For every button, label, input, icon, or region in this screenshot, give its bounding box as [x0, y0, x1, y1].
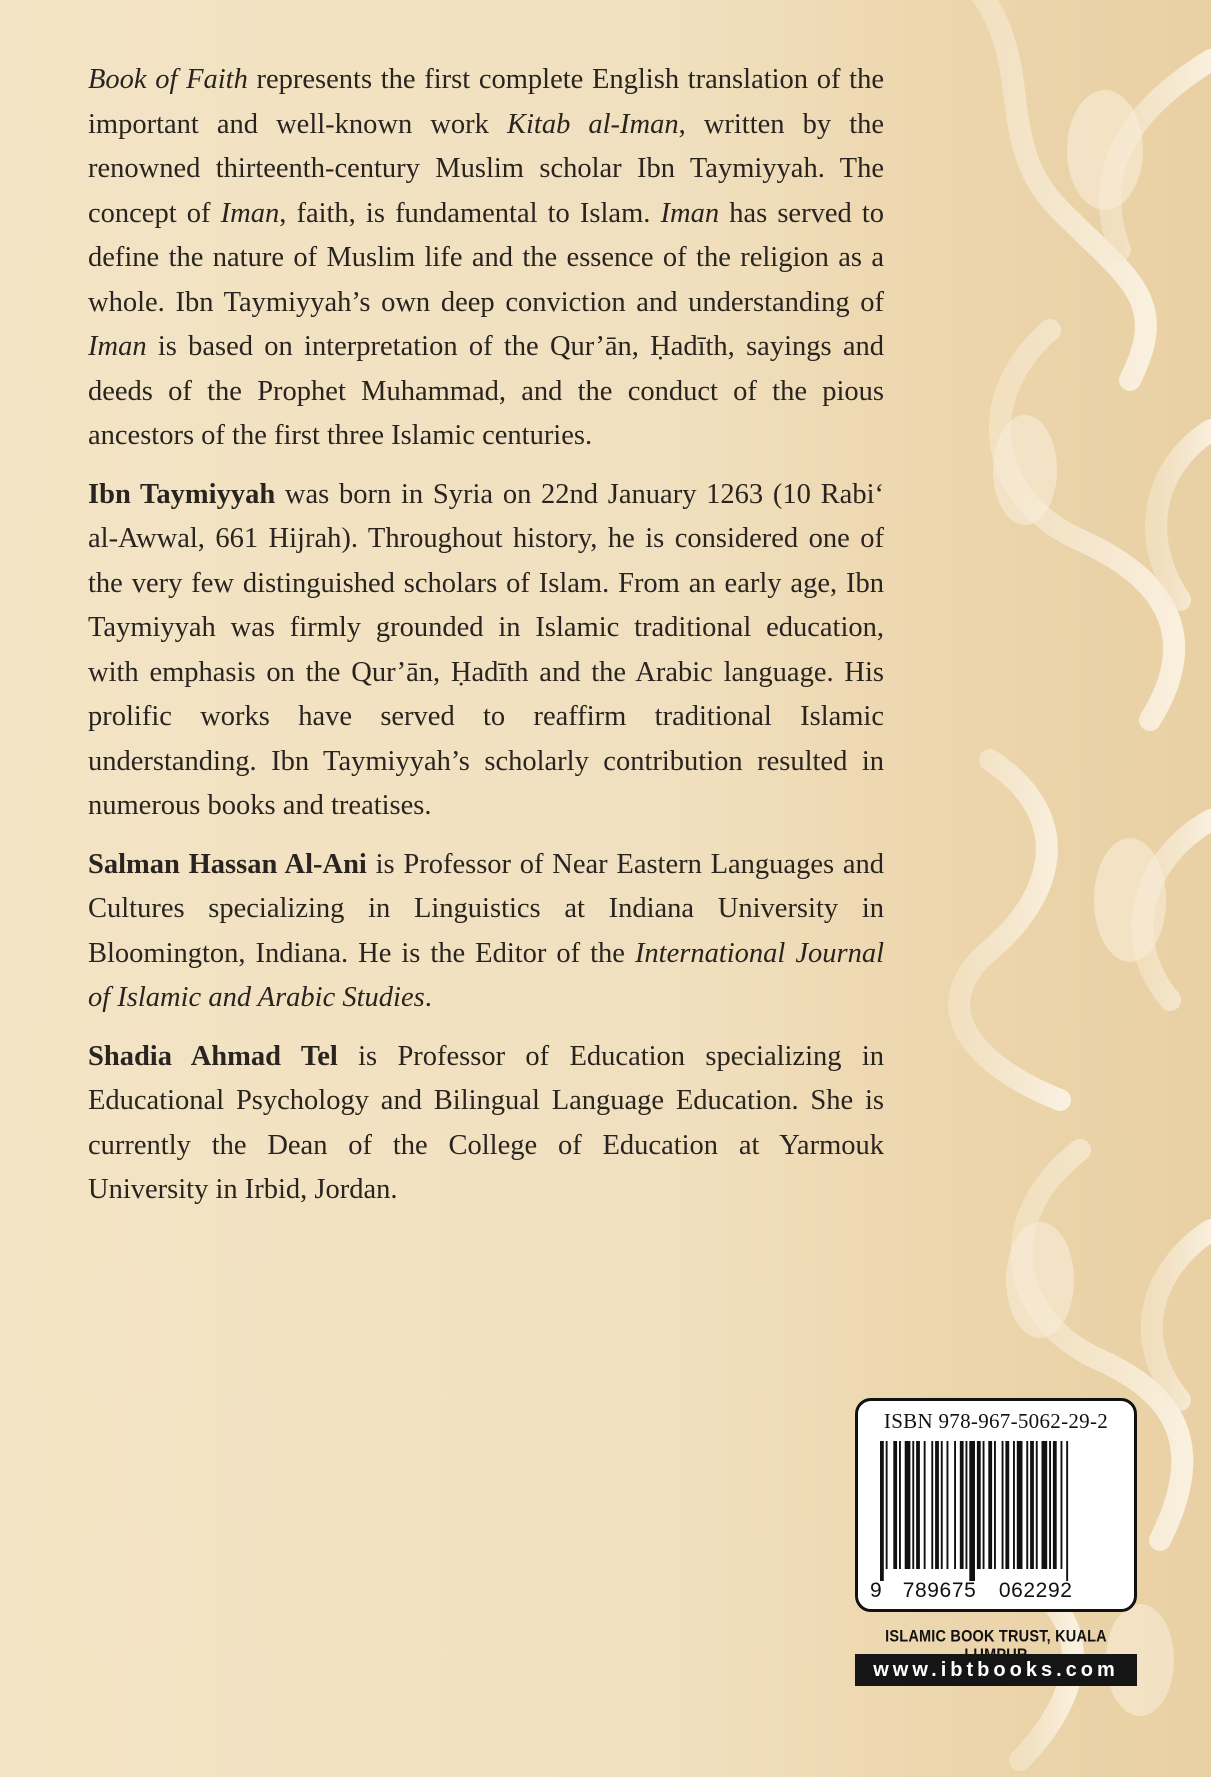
- barcode-bar: [1042, 1441, 1048, 1569]
- barcode-digits-right: 062292: [998, 1579, 1073, 1602]
- journal-title: International Journal of Islamic and Arabic Studies: [88, 937, 884, 1013]
- author-name: Ibn Taymiyyah: [88, 478, 276, 510]
- barcode-bar: [893, 1441, 897, 1569]
- translator-bio-al-ani: Salman Hassan Al-Ani is Professor of Near Eastern Languages and Cultures specializing in Linguistics at Indiana University in Bloomington, Indiana. He is the Editor of the International Journal of Islamic and Arabic Studies.: [88, 848, 884, 1013]
- barcode-bar: [977, 1441, 981, 1569]
- barcode-bar: [1049, 1441, 1051, 1569]
- barcode-bar: [1002, 1441, 1004, 1569]
- barcode-bar: [994, 1441, 996, 1569]
- barcode-bar: [1005, 1441, 1009, 1569]
- book-title: Book of Faith: [88, 64, 248, 95]
- barcode-bar: [924, 1441, 926, 1569]
- isbn-number: ISBN 978-967-5062-29-2: [883, 1409, 1109, 1433]
- barcode-digit-lead: 9: [870, 1579, 883, 1602]
- barcode-bar: [1036, 1441, 1038, 1569]
- publisher-website: www.ibtbooks.com: [855, 1654, 1137, 1686]
- barcode-bar: [1066, 1441, 1068, 1581]
- barcode-bar: [1053, 1441, 1057, 1569]
- publisher-name: ISLAMIC BOOK TRUST, KUALA: [885, 1627, 1107, 1646]
- barcode-bar: [931, 1441, 933, 1569]
- barcode-bar: [947, 1441, 949, 1569]
- barcode-bar: [1061, 1441, 1063, 1569]
- author-bio: Ibn Taymiyyah was born in Syria on 22nd January 1263 (10 Rabi‘ al-Awwal, 661 Hijrah). Throughout history, he is considered one of the very few distinguished scholars of Islam. From an early age, Ibn Taymiyyah was firmly grounded in Islamic traditional education, with emphasis on the Qur’ān, Ḥadīth and the Arabic language. His prolific works have served to reaffirm traditional Islamic understanding. Ibn Taymiyyah’s scholarly contribution resulted in numerous books and treatises.: [88, 478, 884, 821]
- barcode-bar: [969, 1441, 975, 1581]
- barcode-bar: [1013, 1441, 1015, 1569]
- barcode-bar: [899, 1441, 901, 1569]
- barcode-bar: [912, 1441, 914, 1569]
- barcode-bar: [988, 1441, 992, 1569]
- translator-bio-tel: Shadia Ahmad Tel is Professor of Education specializing in Educational Psychology and Bilingual Language Education. She is currently the Dean of the College of Education at Yarmouk University in Irbid, Jordan.: [88, 1040, 884, 1205]
- barcode-bar: [1026, 1441, 1028, 1569]
- barcode-digits-left: 789675: [902, 1579, 977, 1602]
- barcode-bar: [960, 1441, 964, 1569]
- barcode-bar: [905, 1441, 911, 1569]
- barcode-bar: [966, 1441, 968, 1569]
- barcode-bar: [954, 1441, 956, 1569]
- barcode-bar: [916, 1441, 920, 1569]
- isbn-barcode: [855, 1398, 1137, 1612]
- barcode-bars: [876, 1441, 1122, 1581]
- barcode-bar: [941, 1441, 943, 1569]
- barcode-digits: [870, 1579, 1128, 1603]
- barcode-bar: [886, 1441, 888, 1569]
- barcode-bar: [880, 1441, 884, 1581]
- barcode-bar: [1030, 1441, 1034, 1569]
- barcode-bar: [935, 1441, 939, 1569]
- barcode-bar: [1017, 1441, 1023, 1569]
- translator-name-al-ani: Salman Hassan Al-Ani: [88, 848, 367, 880]
- barcode-bar: [983, 1441, 985, 1569]
- back-cover-text: [88, 58, 884, 1227]
- translator-name-tel: Shadia Ahmad Tel: [88, 1040, 338, 1072]
- book-description: Book of Faith represents the first complete English translation of the important and well-known work Kitab al-Iman, written by the renowned thirteenth-century Muslim scholar Ibn Taymiyyah. The concept of Iman, faith, is fundamental to Islam. Iman has served to define the nature of Muslim life and the essence of the religion as a whole. Ibn Taymiyyah’s own deep conviction and understanding of Iman is based on interpretation of the Qur’ān, Ḥadīth, sayings and deeds of the Prophet Muhammad, and the conduct of the pious ancestors of the first three Islamic centuries.: [88, 64, 885, 451]
